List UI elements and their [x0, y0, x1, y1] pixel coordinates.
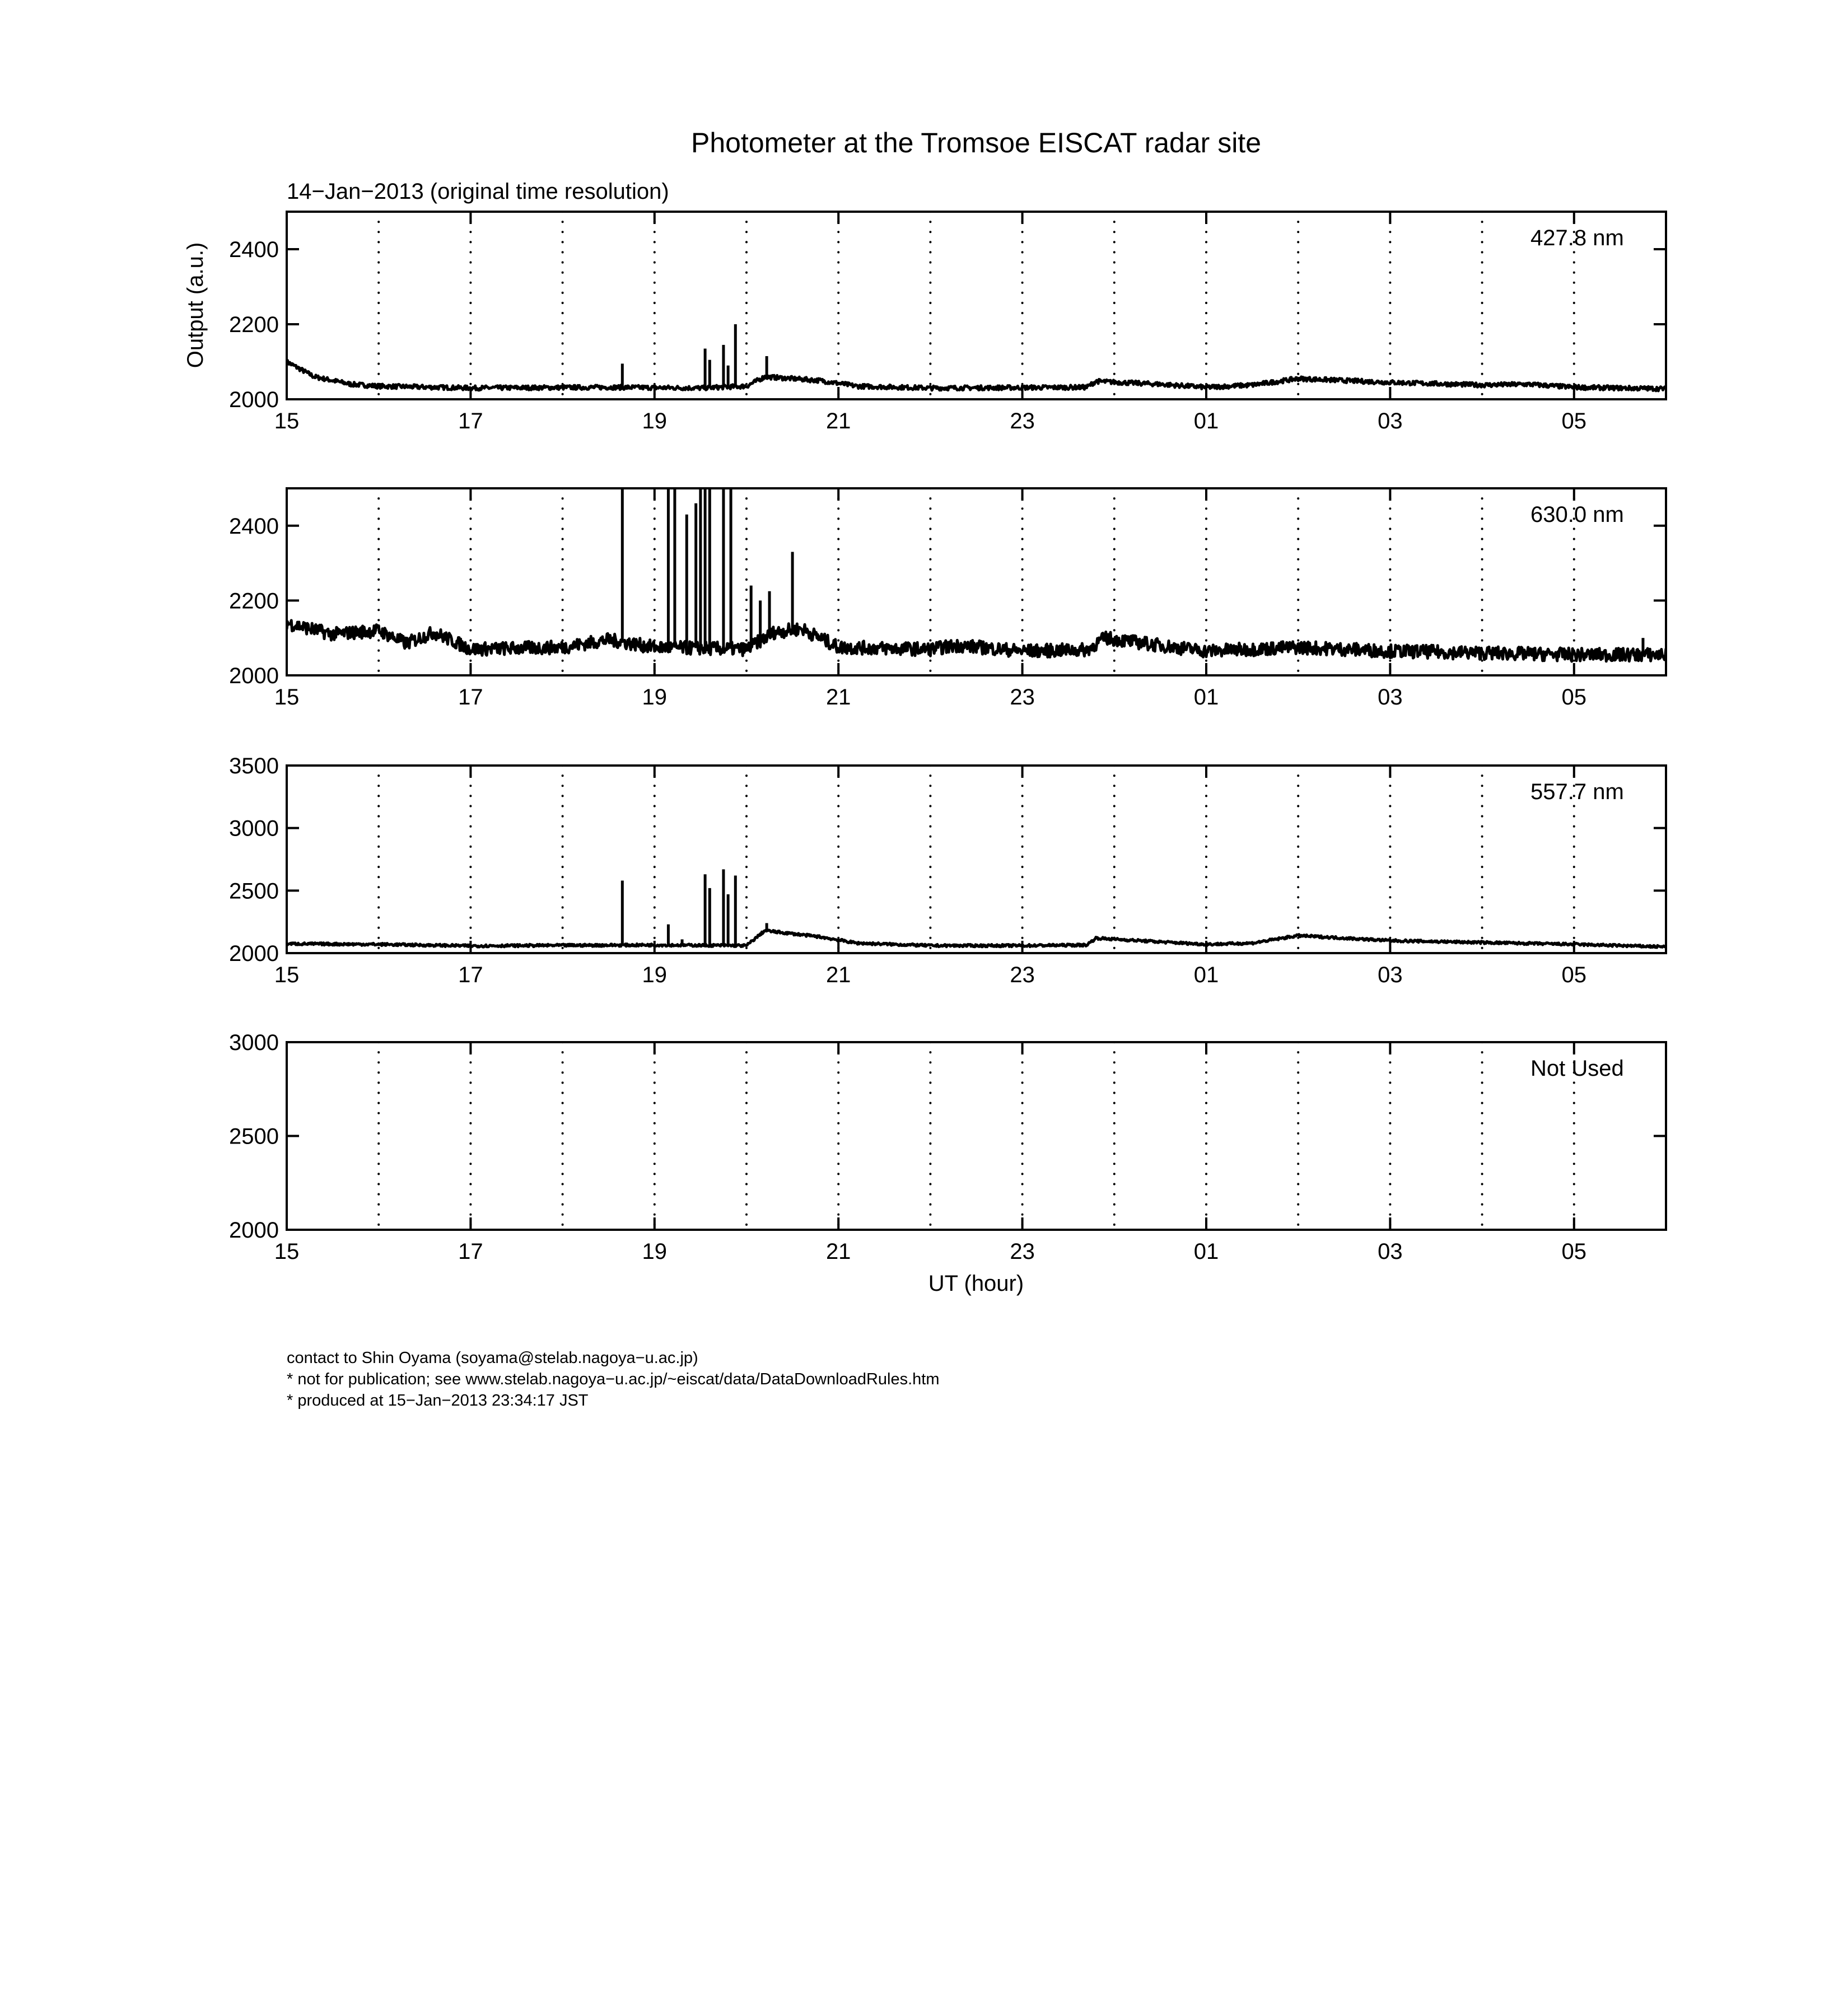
- figure-subtitle: 14−Jan−2013 (original time resolution): [287, 179, 669, 204]
- series-trace: [287, 324, 1666, 391]
- x-tick-label: 15: [274, 963, 300, 987]
- series-line: [287, 620, 1666, 661]
- series-trace: [287, 869, 1666, 948]
- x-tick-label: 05: [1561, 963, 1587, 987]
- y-tick-label: 2000: [229, 1218, 279, 1243]
- y-tick-label: 2000: [229, 388, 279, 412]
- panel-label: 557.7 nm: [1530, 780, 1624, 804]
- y-tick-label: 2200: [229, 312, 279, 337]
- x-tick-label: 19: [642, 963, 668, 987]
- plot-frame: [287, 212, 1666, 399]
- figure-title: Photometer at the Tromsoe EISCAT radar site: [690, 127, 1262, 158]
- y-tick-label: 2500: [229, 879, 279, 904]
- y-tick-label: 2000: [229, 664, 279, 688]
- series-trace: [287, 488, 1666, 661]
- panel-3: [229, 754, 1666, 987]
- y-tick-label: 3000: [229, 1030, 279, 1055]
- x-tick-label: 05: [1561, 685, 1587, 710]
- x-tick-label: 23: [1010, 685, 1035, 710]
- x-tick-label: 15: [274, 1239, 300, 1264]
- x-tick-label: 21: [825, 1239, 851, 1264]
- footnote-produced-at: * produced at 15−Jan−2013 23:34:17 JST: [287, 1392, 589, 1410]
- x-tick-label: 21: [825, 963, 851, 987]
- x-tick-label: 01: [1193, 409, 1219, 433]
- y-tick-label: 3500: [229, 754, 279, 778]
- y-tick-label: 2500: [229, 1124, 279, 1149]
- x-tick-label: 01: [1193, 963, 1219, 987]
- footnote-contact: contact to Shin Oyama (soyama@stelab.nagoya−u.ac.jp): [287, 1349, 698, 1367]
- plot-frame: [287, 1042, 1666, 1230]
- x-tick-label: 19: [642, 409, 668, 433]
- series-line: [287, 360, 1666, 391]
- x-tick-label: 21: [825, 409, 851, 433]
- x-tick-label: 23: [1010, 409, 1035, 433]
- x-tick-label: 19: [642, 1239, 668, 1264]
- x-axis-label: UT (hour): [928, 1271, 1024, 1296]
- x-tick-label: 15: [274, 685, 300, 710]
- x-tick-label: 17: [458, 685, 483, 710]
- y-tick-label: 2400: [229, 237, 279, 262]
- y-tick-label: 3000: [229, 816, 279, 841]
- x-tick-label: 01: [1193, 1239, 1219, 1264]
- x-tick-label: 21: [825, 685, 851, 710]
- x-tick-label: 01: [1193, 685, 1219, 710]
- plot-frame: [287, 766, 1666, 953]
- x-tick-label: 17: [458, 409, 483, 433]
- x-tick-label: 17: [458, 963, 483, 987]
- x-tick-label: 05: [1561, 409, 1587, 433]
- x-tick-label: 03: [1378, 409, 1403, 433]
- y-tick-label: 2000: [229, 941, 279, 966]
- x-tick-label: 03: [1378, 963, 1403, 987]
- x-tick-label: 15: [274, 409, 300, 433]
- x-tick-label: 03: [1378, 1239, 1403, 1264]
- panels-group: [229, 212, 1666, 1264]
- y-axis-label: Output (a.u.): [183, 242, 208, 368]
- panel-1: [229, 212, 1666, 433]
- y-tick-label: 2400: [229, 514, 279, 539]
- x-tick-label: 23: [1010, 963, 1035, 987]
- y-tick-label: 2200: [229, 589, 279, 614]
- panel-label: 427.8 nm: [1530, 226, 1624, 250]
- x-tick-label: 05: [1561, 1239, 1587, 1264]
- series-line: [287, 930, 1666, 948]
- footnote-publication-rules: * not for publication; see www.stelab.nagoya−u.ac.jp/~eiscat/data/DataDownloadRules.htm: [287, 1370, 940, 1388]
- panel-2: [229, 488, 1666, 710]
- x-tick-label: 03: [1378, 685, 1403, 710]
- x-tick-label: 23: [1010, 1239, 1035, 1264]
- panel-label: 630.0 nm: [1530, 502, 1624, 527]
- x-tick-label: 19: [642, 685, 668, 710]
- x-tick-label: 17: [458, 1239, 483, 1264]
- panel-4: [229, 1030, 1666, 1264]
- panel-label: Not Used: [1530, 1056, 1624, 1081]
